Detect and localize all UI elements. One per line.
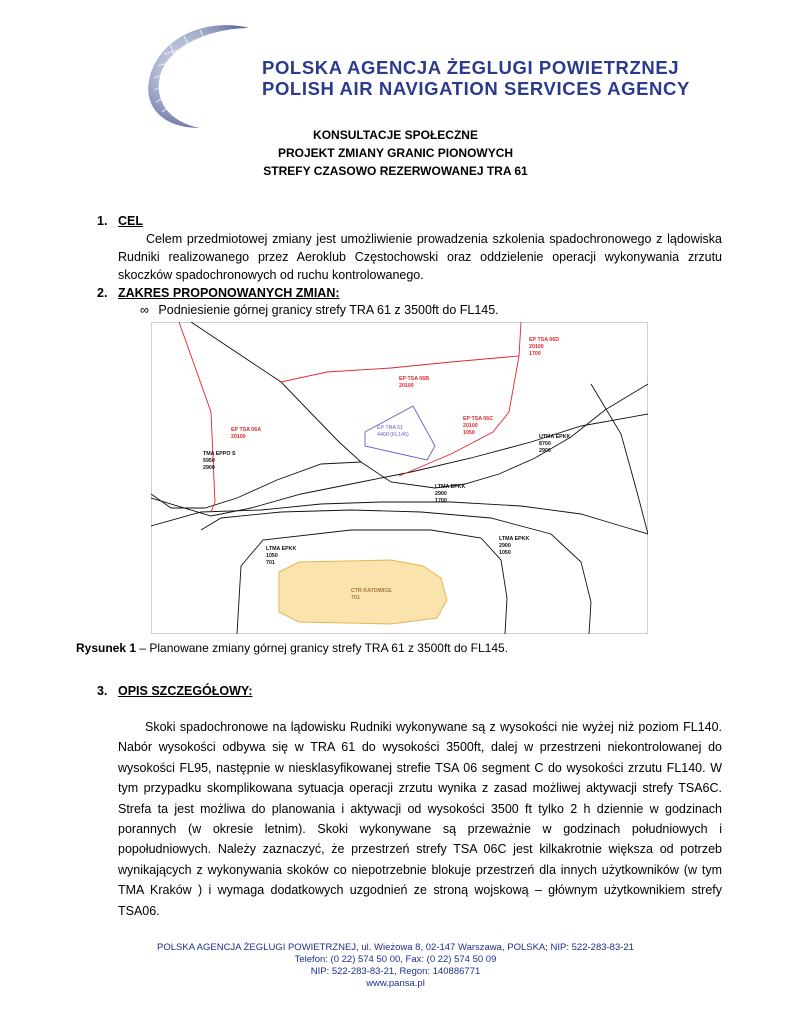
bullet-text: Podniesienie górnej granicy strefy TRA 61 z 3500ft do FL145.: [158, 303, 499, 317]
ltma-2900-name: LTMA EPKK: [435, 484, 466, 490]
tsa06c-lower: 1050: [463, 430, 475, 436]
tra61-limits: 4400 (FL145): [377, 432, 409, 438]
tsa06b-upper: 20100: [399, 383, 414, 389]
doc-title-line2: PROJEKT ZMIANY GRANIC PIONOWYCH: [277, 146, 514, 160]
tma-eppo-upper: 5950: [203, 458, 215, 464]
ltma-right-name: LTMA EPKK: [499, 536, 530, 542]
tsa06c-upper: 20100: [463, 423, 478, 429]
ltma-right-lower: 1050: [499, 550, 511, 556]
footer-registration: NIP: 522-283-83-21, Regon: 140886771: [310, 966, 481, 977]
ltma-2900-lower: 1700: [435, 498, 447, 504]
tra61-name: EP TRA 61: [377, 425, 404, 431]
section1-heading: [97, 214, 143, 228]
tma-eppo-lower: 2900: [203, 465, 215, 471]
footer-phone: Telefon: (0 22) 574 50 00, Fax: (0 22) 574 50 09: [294, 954, 497, 965]
figure-caption-text: – Planowane zmiany górnej granicy strefy TRA 61 z 3500ft do FL145.: [136, 641, 509, 655]
section3-text: Skoki spadochronowe na lądowisku Rudniki wykonywane są z wysokości nie wyżej niż poziom FL140. Nabór wysokości odbywa się w TRA 61 do wysokości 3500ft, dalej w przestrzeni niekontrolowanej do wysokości FL95, następnie w niesklasyfikowanej strefie TSA 06 segment C do wysokości zrzutu FL140. W tym przypadku skomplikowana sytuacja operacji zrzutu wynika z zasad możliwej aktywacji strefy TSA6C. Strefa ta jest możliwa do planowania i aktywacji od wysokości 3500 ft tylko 2 h dziennie w godzinach porannych (w okresie letnim). Skoki wykonywane są przeważnie w godzinach południowych i popołudniowych. Należy zaznaczyć, że przestrzeń strefy TSA 06C jest kilkakrotnie większa od potrzeb wynikających z wykonywania skoków co niepotrzebnie blokuje przestrzeń dla innych użytkowników (w tym TMA Kraków ) i wymaga dodatkowych uzgodnień ze stroną wojskową – głównym użytkownikiem strefy TSA06.: [118, 720, 722, 918]
ctr-name: CTR KATOWICE: [351, 588, 392, 594]
tsa06a-upper: 20100: [231, 434, 246, 440]
tma-eppo-name: TMA EPPO S: [203, 451, 236, 457]
ltma-2900-upper: 2900: [435, 491, 447, 497]
tsa06d-lower: 1700: [529, 351, 541, 357]
ltma-left-upper: 1050: [266, 553, 278, 559]
section2-bullet: [140, 303, 499, 317]
agency-name-pl: POLSKA AGENCJA ŻEGLUGI POWIETRZNEJ: [262, 57, 680, 78]
section2-number: 2.: [97, 286, 108, 300]
utma-upper: 8700: [539, 441, 551, 447]
utma-lower: 2900: [539, 448, 551, 454]
pansa-logo: [140, 14, 265, 134]
tsa06d-name: EP TSA 06D: [529, 337, 560, 343]
ctr-upper: 701: [351, 595, 360, 601]
footer-address: POLSKA AGENCJA ŻEGLUGI POWIETRZNEJ, ul. Wieżowa 8, 02-147 Warszawa, POLSKA; NIP: 522-283-83-21: [157, 942, 634, 953]
tsa06d-upper: 20100: [529, 344, 544, 350]
tsa06a-name: EP TSA 06A: [231, 427, 262, 433]
section1-number: 1.: [97, 214, 108, 228]
doc-title-line1: KONSULTACJE SPOŁECZNE: [313, 128, 478, 142]
airspace-map: [151, 322, 648, 634]
section3-title: OPIS SZCZEGÓŁOWY:: [118, 684, 253, 698]
agency-name-en: POLISH AIR NAVIGATION SERVICES AGENCY: [262, 78, 690, 99]
doc-title-line3: STREFY CZASOWO REZERWOWANEJ TRA 61: [263, 164, 528, 178]
ltma-left-lower: 701: [266, 560, 275, 566]
ltma-right-upper: 2900: [499, 543, 511, 549]
section3-heading: [97, 684, 253, 698]
figure-label: Rysunek 1: [76, 641, 137, 655]
utma-name: UTMA EPKK: [539, 434, 571, 440]
tsa06b-name: EP TSA 06B: [399, 376, 430, 382]
tsa06c-name: EP TSA 06C: [463, 416, 494, 422]
ltma-left-name: LTMA EPKK: [266, 546, 297, 552]
section2-title: ZAKRES PROPONOWANYCH ZMIAN:: [118, 286, 340, 300]
section1-text: Celem przedmiotowej zmiany jest umożliwienie prowadzenia szkolenia spadochronowego z lądowiska Rudniki realizowanego przez Aeroklub Częstochowski oraz oddzielenie operacji wykonywania zrzutu skoczków spadochronowych od ruchu kontrolowanego.: [118, 232, 722, 282]
footer-website: www.pansa.pl: [366, 978, 425, 989]
section3-number: 3.: [97, 684, 108, 698]
figure-caption: [76, 641, 508, 655]
bullet-symbol: ∞: [140, 303, 149, 317]
section1-title: CEL: [118, 214, 143, 228]
section2-heading: [97, 286, 340, 300]
